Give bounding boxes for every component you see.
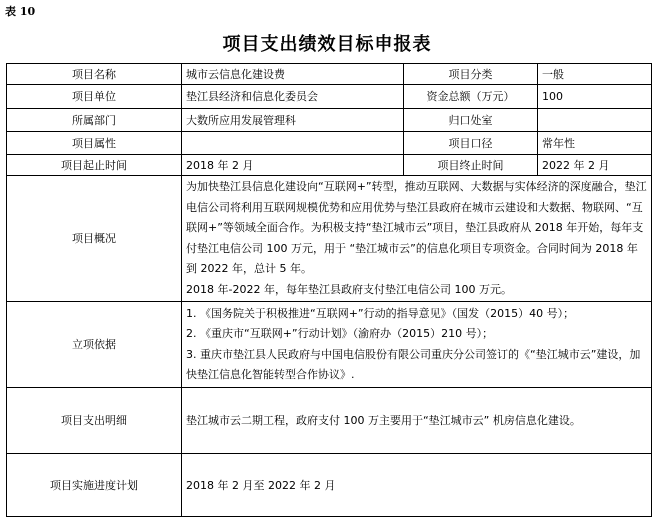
start-time-label: 项目起止时间 [7,155,182,176]
basis-content [182,302,652,388]
performance-target-table [6,63,652,517]
basis-item: 1. 《国务院关于积极推进“互联网+”行动的指导意见》（国发（2015）40 号）； [186,306,575,320]
overview-paragraph: 为加快垫江县信息化建设向“互联网+”转型，推动互联网、大数据与实体经济的深度融合，垫江电信公司将利用互联网规模优势和应用优势与垫江县政府在城市云建设和大数据、物联网、“互联网+”等领域全面合作。为积极支持“垫江城市云”项目，垫江县政府从 2018 年开始，每年支付垫江电信公司 100 万元，用于 “垫江城市云”的信息化项目专项资金。合同时间为 2018 年到 2022 年，总计 5 年。 [186,180,647,275]
start-time-value: 2018 年 2 月 [182,155,404,176]
department-value: 大数所应用发展管理科 [182,109,404,132]
total-amount-label: 资金总额（万元） [404,85,538,109]
overview-paragraph: 2018 年-2022 年，每年垫江县政府支付垫江电信公司 100 万元。 [186,282,512,296]
department-label: 所属部门 [7,109,182,132]
project-category-value: 一般 [538,64,652,85]
overview-label: 项目概况 [7,176,182,302]
project-attribute-value [182,132,404,155]
project-caliber-label: 项目口径 [404,132,538,155]
project-attribute-label: 项目属性 [7,132,182,155]
end-time-value: 2022 年 2 月 [538,155,652,176]
total-amount-value: 100 [538,85,652,109]
office-label: 归口处室 [404,109,538,132]
project-unit-label: 项目单位 [7,85,182,109]
expense-detail-label: 项目支出明细 [7,388,182,454]
basis-item: 2. 《重庆市“互联网+”行动计划》（渝府办（2015）210 号）； [186,327,494,340]
basis-label: 立项依据 [7,302,182,388]
schedule-plan-label: 项目实施进度计划 [7,454,182,517]
project-unit-value: 垫江县经济和信息化委员会 [182,85,404,109]
table-tag: 表 10 [5,5,36,18]
expense-detail-value: 垫江城市云二期工程，政府支付 100 万主要用于“垫江城市云” 机房信息化建设。 [182,388,652,454]
overview-content [182,176,652,302]
office-value [538,109,652,132]
project-name-value: 城市云信息化建设费 [182,64,404,85]
project-name-label: 项目名称 [7,64,182,85]
page-title: 项目支出绩效目标申报表 [222,34,432,55]
project-caliber-value: 常年性 [538,132,652,155]
schedule-plan-value: 2018 年 2 月至 2022 年 2 月 [182,454,652,517]
end-time-label: 项目终止时间 [404,155,538,176]
basis-item: 3. 重庆市垫江县人民政府与中国电信股份有限公司重庆分公司签订的《“垫江城市云”建设，加快垫江信息化智能转型合作协议》. [186,347,641,381]
project-category-label: 项目分类 [404,64,538,85]
